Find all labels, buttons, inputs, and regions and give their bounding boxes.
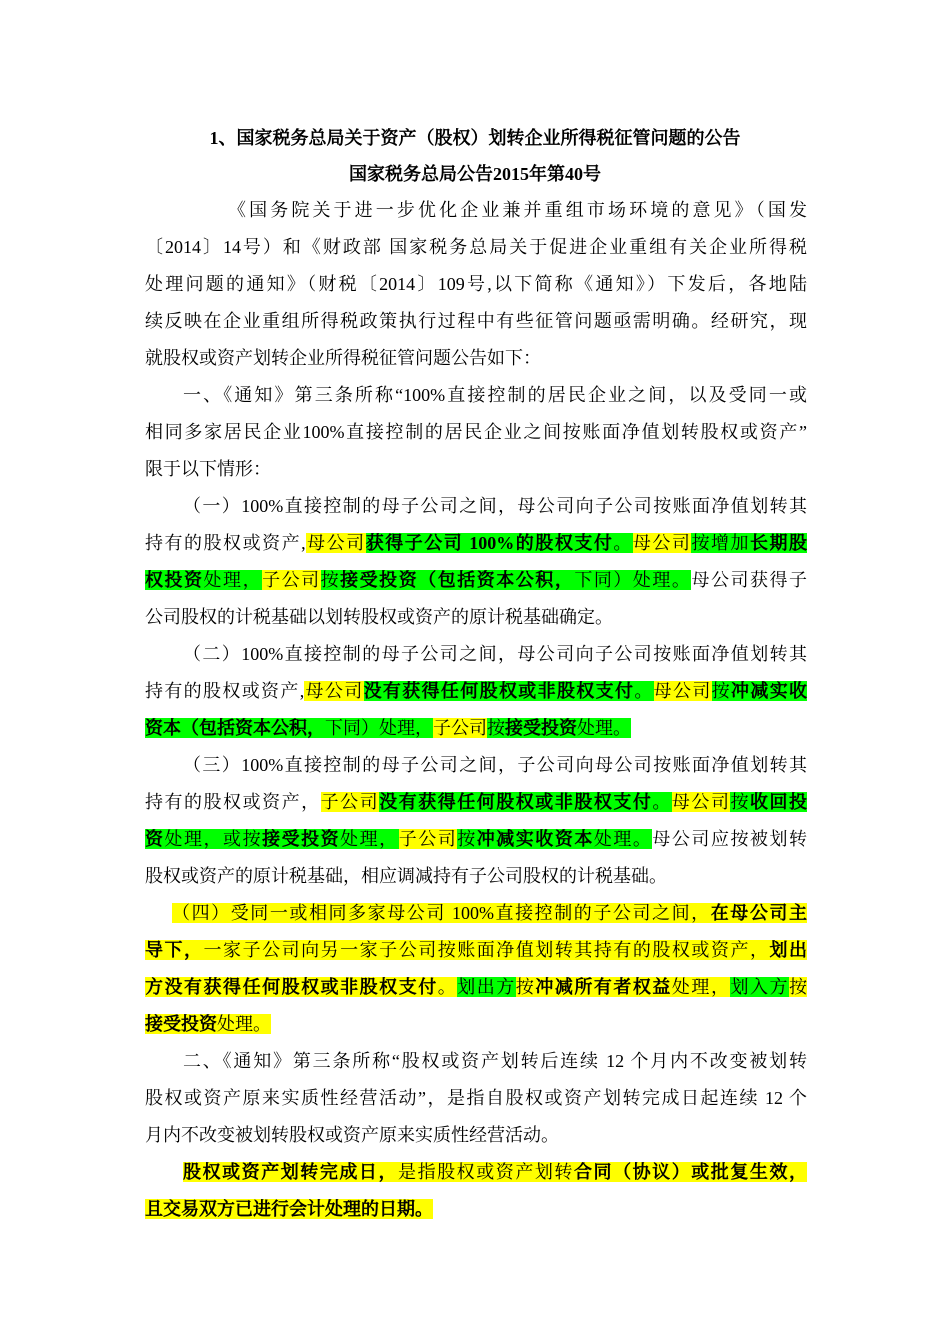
text-segment: 母公司获得子 — [691, 570, 808, 590]
paragraph-item-4 — [145, 902, 807, 1050]
text-segment: （一）100%直接控制的母子公司之间，母公司向子公司按账面净值划转其 — [183, 496, 807, 516]
highlighted-text: 。 — [652, 792, 672, 812]
highlighted-text: 下同）处理。 — [574, 570, 692, 590]
highlighted-text: 按增加 — [691, 533, 750, 553]
text-line — [145, 902, 807, 939]
highlighted-text: （四）受同一或相同多家母公司 100%直接控制的子公司之间， — [172, 903, 711, 923]
highlighted-text: 按 — [515, 977, 536, 997]
paragraph-completion-date — [145, 1161, 807, 1235]
text-line — [145, 273, 807, 310]
highlighted-text: 接受投资 — [505, 718, 577, 738]
text-line — [145, 236, 807, 273]
text-segment: 一、《通知》第三条所称“100%直接控制的居民企业之间，以及受同一或 — [183, 385, 807, 405]
paragraph-item-1 — [145, 495, 807, 643]
highlighted-text: 且交易双方已进行会计处理的日期。 — [145, 1199, 433, 1219]
paragraph-item-3 — [145, 754, 807, 902]
text-line — [145, 421, 807, 458]
text-line — [145, 791, 807, 828]
document-title: 1、国家税务总局关于资产（股权）划转企业所得税征管问题的公告 — [209, 128, 741, 148]
highlighted-text: 接受投资 — [262, 829, 341, 849]
paragraph-item-2 — [145, 643, 807, 754]
highlighted-text: 是指股权或资产划转 — [398, 1162, 574, 1182]
highlighted-text: 按 — [320, 570, 341, 590]
text-segment: 公司股权的计税基础以划转股权或资产的原计税基础确定。 — [145, 607, 613, 627]
text-line — [145, 1050, 807, 1087]
highlighted-text: 收回投 — [749, 792, 808, 812]
text-line — [145, 606, 807, 643]
highlighted-text: 子公司 — [320, 792, 380, 812]
text-line — [145, 532, 807, 569]
text-segment: 限于以下情形： — [145, 459, 271, 479]
paragraph-section-1 — [145, 384, 807, 495]
document-body — [145, 199, 807, 1235]
text-line — [145, 976, 807, 1013]
highlighted-text: 母公司 — [305, 533, 366, 553]
text-segment: 月内不改变被划转股权或资产原来实质性经营活动。 — [145, 1125, 559, 1145]
highlighted-text: 处理。 — [217, 1014, 271, 1034]
text-line — [145, 643, 807, 680]
text-line — [145, 1087, 807, 1124]
highlighted-text: 按 — [457, 829, 477, 849]
paragraph-preamble — [145, 199, 807, 384]
highlighted-text: 没有获得任何股权或非股权支付 — [363, 681, 635, 701]
highlighted-text: 在母公司主 — [710, 903, 807, 923]
text-segment: 二、《通知》第三条所称“股权或资产划转后连续 12 个月内不改变被划转 — [183, 1051, 807, 1071]
highlighted-text: 。 — [613, 533, 633, 553]
highlighted-text: 处理，或按 — [164, 829, 263, 849]
text-segment: 就股权或资产划转企业所得税征管问题公告如下： — [145, 348, 541, 368]
text-line — [145, 828, 807, 865]
highlighted-text: 处理， — [203, 570, 263, 590]
highlighted-text: 母公司 — [304, 681, 364, 701]
text-line — [145, 347, 807, 384]
highlighted-text: 合同（协议）或批复生效， — [573, 1162, 807, 1182]
text-segment: 处理问题的通知》（财税〔2014〕109号,以下简称《通知》）下发后，各地陆 — [145, 274, 807, 294]
highlighted-text: 冲减实收 — [731, 681, 808, 701]
highlighted-text: 资本（包括资本公积， — [145, 718, 325, 738]
highlighted-text: 接受投资 — [145, 1014, 217, 1034]
highlighted-text: 权投资 — [145, 570, 204, 590]
text-line — [145, 569, 807, 606]
highlighted-text: 按 — [730, 792, 750, 812]
text-line — [145, 754, 807, 791]
text-line — [145, 310, 807, 347]
text-segment: （三）100%直接控制的母子公司之间，子公司向母公司按账面净值划转其 — [183, 755, 807, 775]
highlighted-text: 按 — [711, 681, 732, 701]
highlighted-text: 按 — [487, 718, 505, 738]
highlighted-text: 划入方 — [730, 977, 790, 997]
text-segment: 《国务院关于进一步优化企业兼并重组市场环境的意见》（国发 — [228, 200, 807, 220]
text-segment: 股权或资产原来实质性经营活动”，是指自股权或资产划转完成日起连续 12 个 — [145, 1088, 807, 1108]
highlighted-text: 资 — [145, 829, 165, 849]
highlighted-text: 冲减所有者权益 — [535, 977, 672, 997]
highlighted-text: 子公司 — [262, 570, 321, 590]
highlighted-text: 按 — [789, 977, 808, 997]
text-line — [145, 1124, 807, 1161]
text-segment: 续反映在企业重组所得税政策执行过程中有些征管问题亟需明确。经研究，现 — [145, 311, 807, 331]
text-line — [145, 458, 807, 495]
highlighted-text: 下同）处理， — [325, 718, 433, 738]
highlighted-text: 股权或资产划转完成日， — [183, 1162, 399, 1182]
highlighted-text: 处理。 — [577, 718, 631, 738]
highlighted-text: 接受投资（包括资本公积， — [340, 570, 575, 590]
text-segment: 母公司应按被划转 — [652, 829, 808, 849]
text-line — [145, 384, 807, 421]
text-line — [145, 680, 807, 717]
highlighted-text: 母公司 — [671, 792, 731, 812]
highlighted-text: 母公司 — [653, 681, 712, 701]
document-subtitle: 国家税务总局公告2015年第40号 — [349, 164, 601, 184]
highlighted-text: 没有获得任何股权或非股权支付 — [379, 792, 653, 812]
text-segment: 股权或资产的原计税基础，相应调减持有子公司股权的计税基础。 — [145, 866, 667, 886]
highlighted-text: 划出 — [769, 940, 807, 960]
highlighted-text: 方没有获得任何股权或非股权支付 — [145, 977, 438, 997]
text-segment: 持有的股权或资产， — [145, 792, 321, 812]
highlighted-text: 子公司 — [398, 829, 458, 849]
text-line — [145, 1013, 807, 1050]
highlighted-text: 母公司 — [632, 533, 692, 553]
text-segment: 相同多家居民企业100%直接控制的居民企业之间按账面净值划转股权或资产” — [145, 422, 807, 442]
text-line — [145, 865, 807, 902]
text-segment: 持有的股权或资产, — [145, 533, 306, 553]
highlighted-text: 导下， — [145, 940, 204, 960]
text-segment: 〔2014〕14号）和《财政部 国家税务总局关于促进企业重组有关企业所得税 — [145, 237, 807, 257]
text-segment: （二）100%直接控制的母子公司之间，母公司向子公司按账面净值划转其 — [183, 644, 807, 664]
text-line — [145, 717, 807, 754]
text-line — [145, 939, 807, 976]
highlighted-text: 处理。 — [593, 829, 653, 849]
highlighted-text: 一家子公司向另一家子公司按账面净值划转其持有的股权或资产， — [203, 940, 770, 960]
highlighted-text: 处理， — [671, 977, 731, 997]
highlighted-text: 冲减实收资本 — [476, 829, 594, 849]
highlighted-text: 。 — [437, 977, 458, 997]
highlighted-text: 子公司 — [433, 718, 487, 738]
text-line — [145, 1161, 807, 1198]
text-line — [145, 495, 807, 532]
text-line — [145, 199, 807, 236]
highlighted-text: 划出方 — [457, 977, 516, 997]
highlighted-text: 获得子公司 100%的股权支付 — [365, 533, 614, 553]
text-segment: 持有的股权或资产, — [145, 681, 305, 701]
highlighted-text: 。 — [634, 681, 654, 701]
text-line — [145, 1198, 807, 1235]
highlighted-text: 处理， — [340, 829, 399, 849]
highlighted-text: 长期股 — [749, 533, 808, 553]
paragraph-section-2 — [145, 1050, 807, 1161]
